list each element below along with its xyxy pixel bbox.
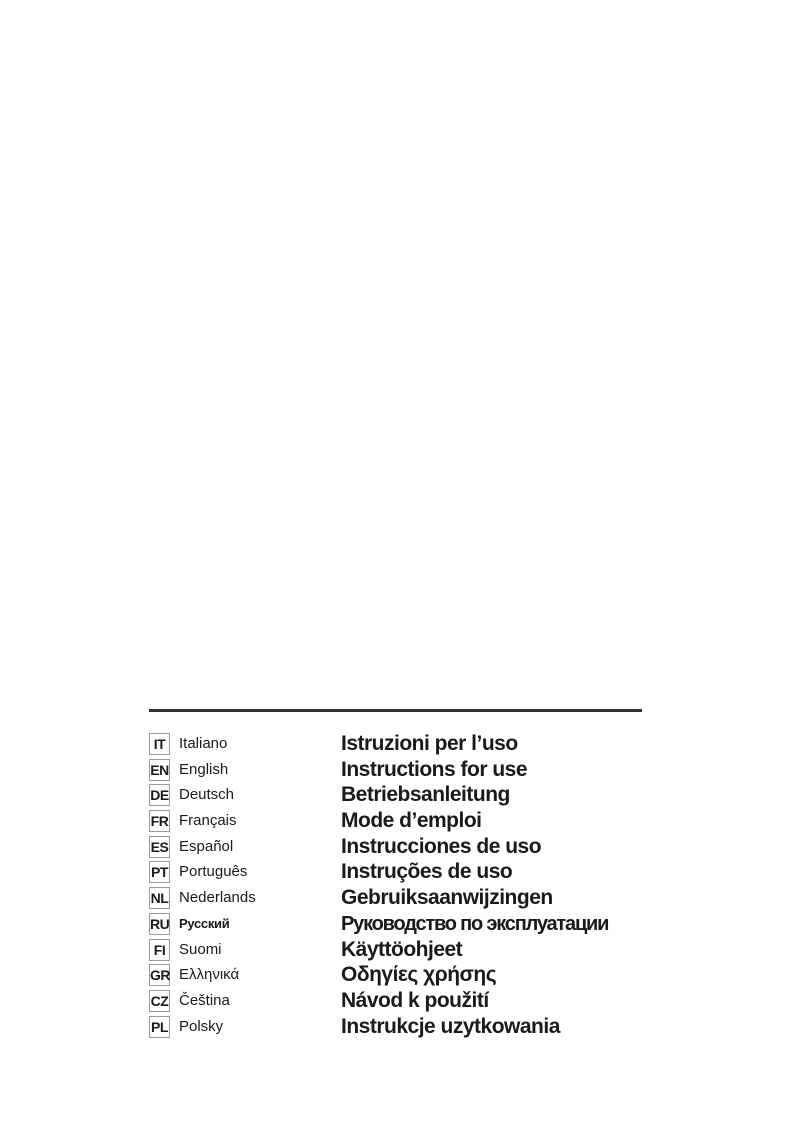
- language-row-gr: [149, 964, 649, 990]
- instructions-title: Betriebsanleitung: [341, 783, 510, 807]
- language-code-badge: FI: [149, 939, 170, 961]
- language-name: Čeština: [179, 991, 230, 1009]
- language-name: Español: [179, 837, 234, 855]
- language-row-es: [149, 836, 649, 862]
- instructions-title: Instruções de uso: [341, 860, 513, 884]
- language-name: Polsky: [179, 1017, 224, 1035]
- instructions-title: Instructions for use: [341, 757, 528, 781]
- language-name: Deutsch: [179, 786, 235, 804]
- language-code-badge: NL: [149, 887, 170, 909]
- language-row-de: [149, 784, 649, 810]
- language-name: English: [179, 760, 229, 778]
- language-code-badge: CZ: [149, 990, 170, 1012]
- language-row-fi: [149, 939, 649, 965]
- language-row-nl: [149, 887, 649, 913]
- instructions-title: Instrucciones de uso: [341, 834, 542, 858]
- language-name: Italiano: [179, 735, 228, 752]
- language-name: Suomi: [179, 940, 222, 958]
- language-name: Ελληνικά: [179, 966, 240, 984]
- instructions-title: Mode d’emploi: [341, 809, 482, 833]
- language-code-badge: DE: [149, 784, 170, 806]
- language-row-en: [149, 759, 649, 785]
- language-row-pt: [149, 861, 649, 887]
- language-row-fr: [149, 810, 649, 836]
- language-name: Nederlands: [179, 889, 256, 907]
- language-name: Русский: [179, 915, 230, 931]
- instructions-title: Návod k použití: [341, 988, 489, 1012]
- language-row-it: [149, 733, 649, 759]
- language-code-badge: PT: [149, 861, 170, 883]
- language-row-cz: [149, 990, 649, 1016]
- language-code-badge: GR: [149, 964, 170, 986]
- language-row-pl: [149, 1016, 649, 1042]
- instructions-title: Käyttöohjeet: [341, 937, 463, 961]
- language-name: Français: [179, 812, 237, 830]
- instructions-title: Instrukcje uzytkowania: [341, 1014, 560, 1038]
- instructions-title: Руководство по эксплуатации: [341, 912, 609, 935]
- language-name: Português: [179, 863, 248, 881]
- language-code-badge: RU: [149, 913, 170, 935]
- language-list: [149, 733, 649, 1041]
- language-code-badge: ES: [149, 836, 170, 858]
- language-code-badge: IT: [149, 733, 170, 755]
- instructions-title: Οδηγίες χρήσης: [341, 963, 497, 987]
- divider-rule: [149, 709, 642, 712]
- language-code-badge: EN: [149, 759, 170, 781]
- instructions-title: Istruzioni per l’uso: [341, 732, 518, 755]
- language-code-badge: FR: [149, 810, 170, 832]
- language-row-ru: [149, 913, 649, 939]
- instructions-title: Gebruiksaanwijzingen: [341, 886, 553, 910]
- language-code-badge: PL: [149, 1016, 170, 1038]
